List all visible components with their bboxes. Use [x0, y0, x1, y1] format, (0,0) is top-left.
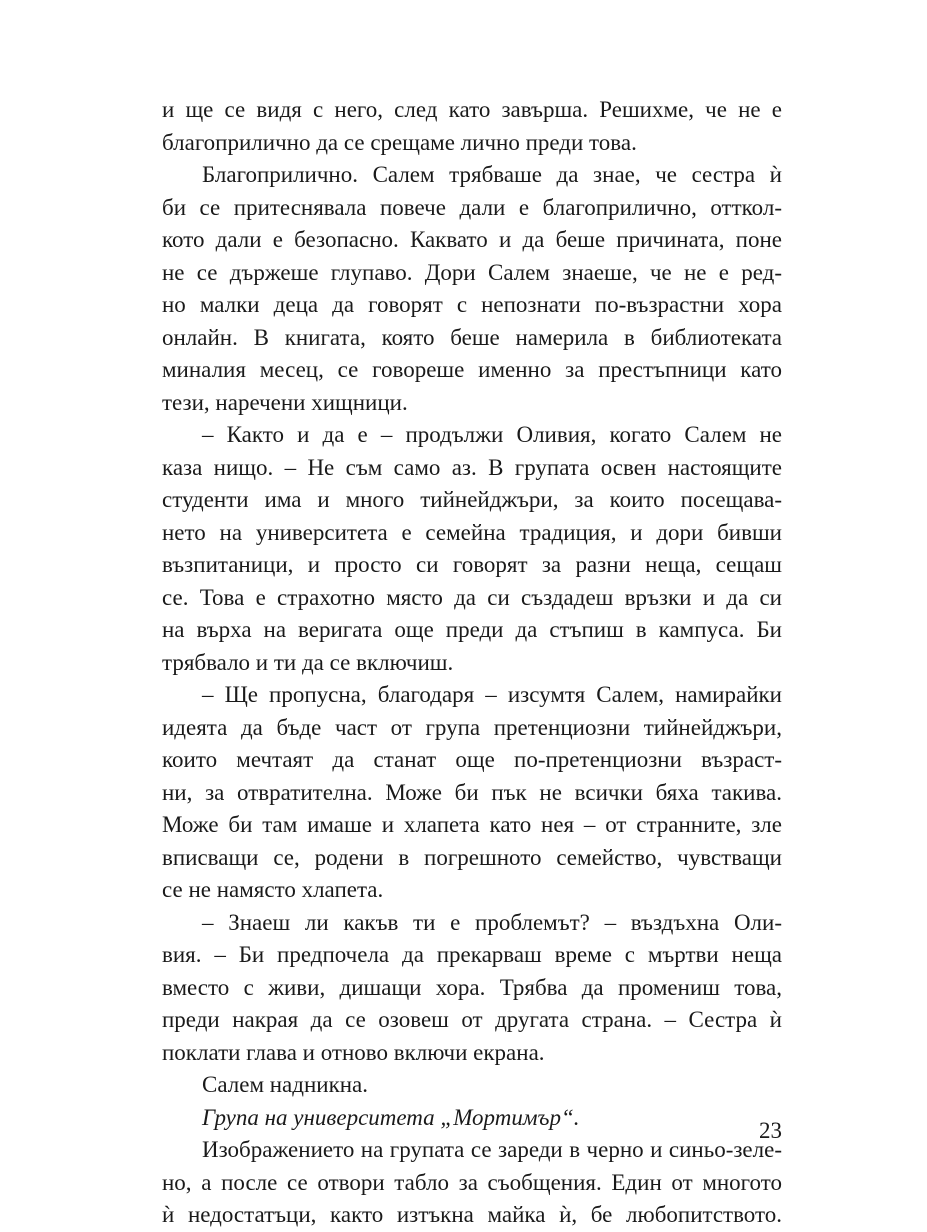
text-line: на върха на веригата още преди да стъпиш в кампуса. Би	[162, 617, 782, 642]
text-line: – Ще пропусна, благодаря – изсумтя Салем, намирайки	[202, 682, 782, 707]
text-line: миналия месец, се говореше именно за престъпници като	[162, 357, 782, 382]
text-line: тези, наречени хищници.	[162, 389, 408, 415]
text-line: и ще се видя с него, след като завърша. Решихме, че не е	[162, 97, 782, 122]
text-line: Салем надникна.	[202, 1072, 369, 1097]
text-line: но, а после се отвори табло за съобщения. Един от многото	[162, 1169, 782, 1195]
text-line: – Знаеш ли какъв ти е проблемът? – въздъхна Оли-	[202, 909, 782, 935]
text-line: Може би там имаше и хлапета като нея – от странните, зле	[162, 812, 782, 837]
text-line: Изображението на групата се зареди в черно и синьо-зеле-	[202, 1137, 782, 1162]
text-line: онлайн. В книгата, която беше намерила в библиотеката	[162, 324, 782, 350]
page-number: 23	[759, 1118, 782, 1143]
text-line: благоприлично да се срещаме лично преди това.	[162, 129, 637, 155]
text-line: вместо с живи, дишащи хора. Трябва да промениш това,	[162, 974, 782, 1000]
text-line: нето на университета е семейна традиция, и дори бивши	[162, 519, 782, 545]
text-line: се не намясто хлапета.	[162, 877, 384, 902]
text-line: ѝ недостатъци, както изтъкна майка ѝ, бе любопитството.	[162, 1202, 782, 1227]
body-text	[162, 94, 782, 1232]
text-line: ни, за отвратителна. Може би пък не всички бяха такива.	[162, 779, 782, 805]
text-line: вия. – Би предпочела да прекарваш време с мъртви неща	[162, 942, 782, 967]
text-line: кото дали е безопасно. Каквато и да беше причината, поне	[162, 227, 782, 252]
text-line: Група на университета „Мортимър“.	[202, 1104, 580, 1130]
text-line: би се притеснявала повече дали е благоприлично, отткол-	[162, 194, 782, 220]
text-line: – Както и да е – продължи Оливия, когато Салем не	[202, 422, 782, 447]
text-line: трябвало и ти да се включиш.	[162, 649, 454, 675]
text-line: преди накрая да се озовеш от другата страна. – Сестра ѝ	[162, 1007, 782, 1032]
text-line: не се държеше глупаво. Дори Салем знаеше, че не е ред-	[162, 259, 782, 285]
text-line: идеята да бъде част от група претенциозни тийнейджъри,	[162, 714, 782, 740]
text-line: възпитаници, и просто си говорят за разни неща, сещаш	[162, 552, 782, 577]
text-line: студенти има и много тийнейджъри, за които посещава-	[162, 487, 782, 512]
text-line: които мечтаят да станат още по-претенциозни възраст-	[162, 747, 782, 772]
text-line: се. Това е страхотно място да си създадеш връзки и да си	[162, 584, 782, 610]
text-line: вписващи се, родени в погрешното семейство, чувстващи	[162, 844, 782, 870]
text-line: Благоприлично. Салем трябваше да знае, че сестра ѝ	[202, 162, 782, 187]
text-line: каза нищо. – Не съм само аз. В групата освен настоящите	[162, 454, 782, 480]
text-line: но малки деца да говорят с непознати по-възрастни хора	[162, 292, 782, 317]
text-line: поклати глава и отново включи екрана.	[162, 1039, 545, 1065]
